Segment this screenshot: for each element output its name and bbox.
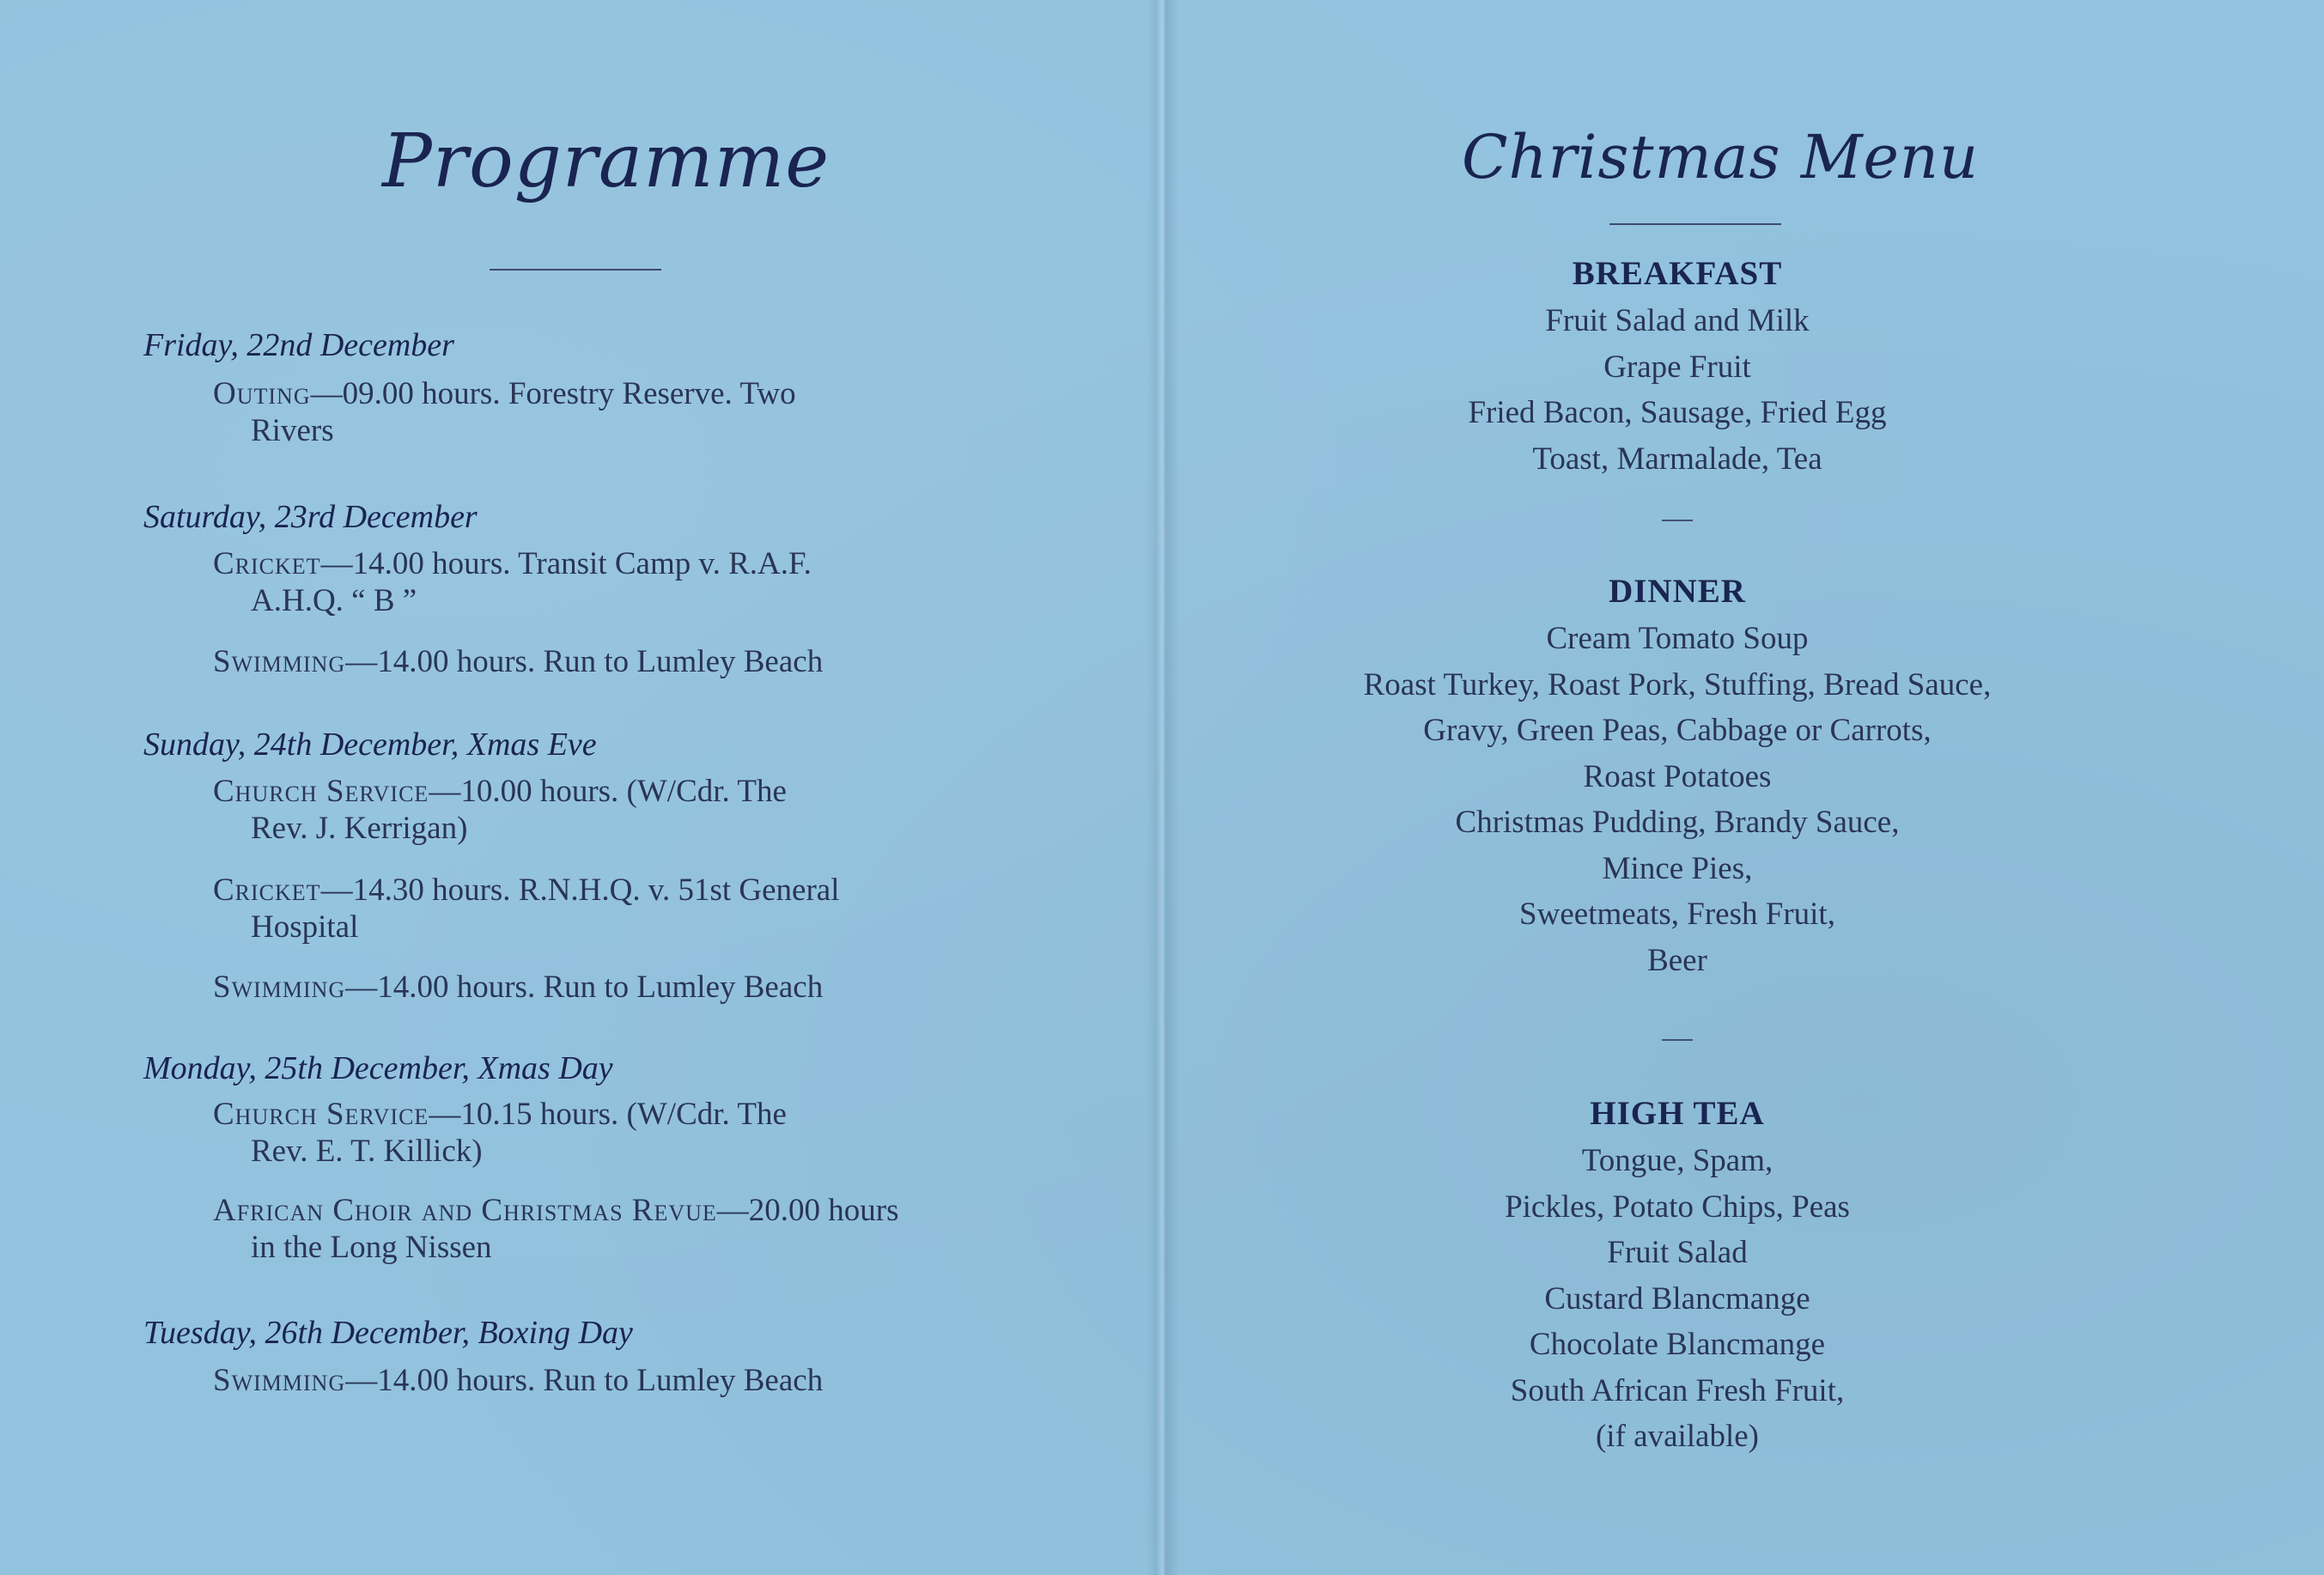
event-details-cont: in the Long Nissen [251,1230,492,1265]
menu-item: Pickles, Potato Chips, Peas [1505,1189,1850,1225]
event-details: —14.00 hours. Run to Lumley Beach [345,644,824,679]
event-name: African Choir and Christmas Revue [213,1193,717,1228]
breakfast-section [1178,254,2176,482]
title-divider [1609,223,1781,225]
menu-item: Fruit Salad [1607,1235,1748,1270]
menu-item: South African Fresh Fruit, [1510,1372,1845,1408]
menu-item: Fruit Salad and Milk [1545,303,1810,338]
section-divider [1662,520,1693,521]
menu-item: Grape Fruit [1603,349,1751,385]
day-heading: Monday, 25th December, Xmas Day [143,1050,613,1086]
day-heading: Friday, 22nd December [143,327,454,363]
programme-event [213,969,1003,1006]
event-name: Cricket [213,546,321,581]
high-tea-section [1178,1094,2176,1460]
event-details: —09.00 hours. Forestry Reserve. Two [310,376,796,411]
section-divider [1662,1039,1693,1041]
event-name: Swimming [213,1363,346,1398]
event-name: Swimming [213,644,346,679]
event-name: Church Service [213,1097,429,1132]
event-name: Cricket [213,873,321,908]
menu-title: Christmas Menu [1462,122,1980,192]
menu-panel [1178,0,2324,1575]
programme-event [213,1192,1003,1266]
menu-item: Roast Potatoes [1583,758,1772,794]
day-heading: Sunday, 24th December, Xmas Eve [143,727,597,763]
section-heading: HIGH TEA [1590,1095,1765,1132]
menu-item: Tongue, Spam, [1581,1143,1773,1178]
menu-item: Beer [1647,942,1707,978]
menu-item: Fried Bacon, Sausage, Fried Egg [1468,395,1887,430]
menu-item: Mince Pies, [1602,850,1753,886]
programme-event [213,1096,1003,1170]
day-heading: Tuesday, 26th December, Boxing Day [143,1315,633,1351]
event-details: —14.00 hours. Run to Lumley Beach [345,970,824,1005]
programme-event [213,773,1003,847]
programme-event [213,1362,1003,1399]
event-details: —14.30 hours. R.N.H.Q. v. 51st General [320,873,840,908]
menu-item: Gravy, Green Peas, Cabbage or Carrots, [1423,713,1932,748]
event-name: Swimming [213,970,346,1005]
section-heading: BREAKFAST [1572,255,1783,292]
title-divider [490,269,661,271]
programme-event [213,545,1003,619]
event-details-cont: A.H.Q. “ B ” [251,583,417,618]
event-details: —14.00 hours. Run to Lumley Beach [345,1363,824,1398]
event-name: Outing [213,376,311,411]
event-details-cont: Rev. J. Kerrigan) [251,811,468,846]
programme-event [213,872,1003,946]
menu-item: Sweetmeats, Fresh Fruit, [1519,897,1835,932]
event-name: Church Service [213,774,429,809]
event-details: —20.00 hours [716,1193,899,1228]
menu-item: Chocolate Blancmange [1529,1327,1826,1362]
event-details-cont: Rivers [251,413,334,448]
menu-item: Roast Turkey, Roast Pork, Stuffing, Bread Sauce, [1363,666,1992,702]
menu-item: (if available) [1595,1419,1760,1454]
programme-panel [0,0,1151,1575]
menu-item: Custard Blancmange [1544,1280,1810,1317]
event-details: —14.00 hours. Transit Camp v. R.A.F. [320,546,812,581]
dinner-section [1178,572,2176,983]
event-details: —10.15 hours. (W/Cdr. The [429,1097,787,1132]
menu-item: Cream Tomato Soup [1546,621,1809,656]
programme-title: Programme [382,119,830,204]
event-details: —10.00 hours. (W/Cdr. The [429,774,787,809]
event-details-cont: Rev. E. T. Killick) [251,1134,483,1169]
event-details-cont: Hospital [251,909,359,945]
menu-item: Toast, Marmalade, Tea [1532,441,1822,477]
paper-fold [1147,0,1179,1575]
programme-event [213,375,1003,449]
section-heading: DINNER [1609,573,1746,610]
day-heading: Saturday, 23rd December [143,499,478,535]
menu-item: Christmas Pudding, Brandy Sauce, [1455,805,1900,840]
programme-event [213,643,1003,680]
